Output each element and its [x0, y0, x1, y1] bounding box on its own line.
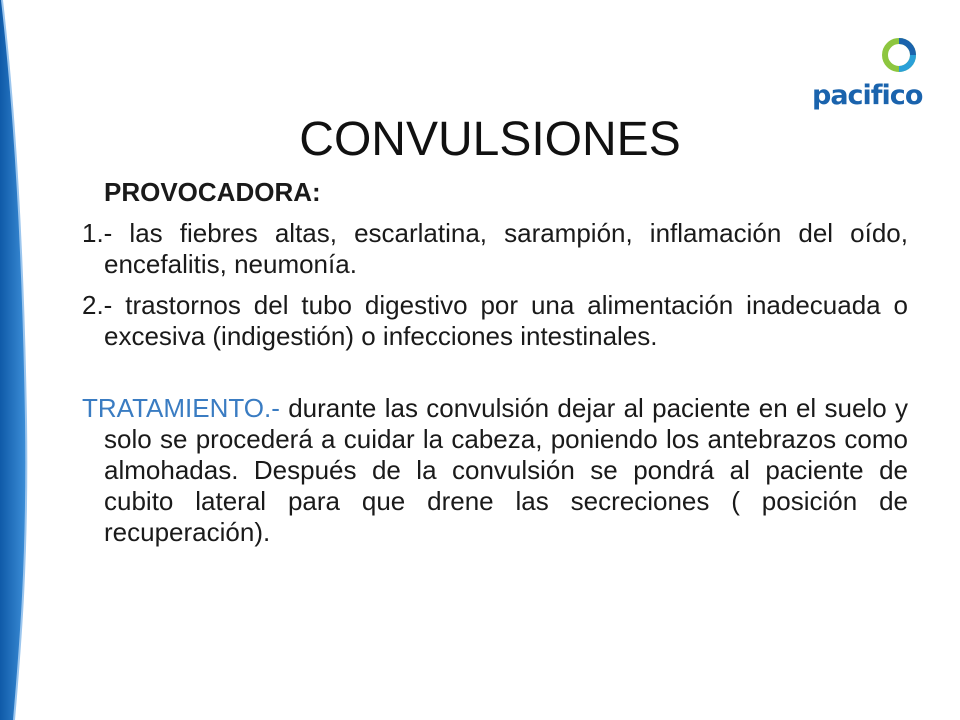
cause-item: 1.- las fiebres altas, escarlatina, sarampión, inflamación del oído, encefalitis, neumonía. [82, 218, 908, 279]
cause-item: 2.- trastornos del tubo digestivo por una alimentación inadecuada o excesiva (indigestión) o infecciones intestinales. [82, 290, 908, 351]
slide-body [82, 177, 908, 558]
treatment-paragraph [82, 393, 908, 548]
treatment-text: durante las convulsión dejar al paciente en el suelo y solo se procederá a cuidar la cabeza, poniendo los antebrazos como almohadas. Después de la convulsión se pondrá al paciente de cubito lateral para que drene las secreciones ( posición de recuperación). [104, 393, 908, 547]
paragraph-spacer [82, 362, 908, 393]
treatment-label: TRATAMIENTO.- [82, 393, 280, 423]
left-decorative-band [0, 0, 40, 720]
logo-ring-icon [882, 38, 916, 72]
logo-wordmark: pacifico [812, 80, 923, 111]
subheading: PROVOCADORA: [104, 177, 321, 207]
pacifico-logo [812, 38, 932, 118]
slide-title: CONVULSIONES [299, 113, 681, 166]
